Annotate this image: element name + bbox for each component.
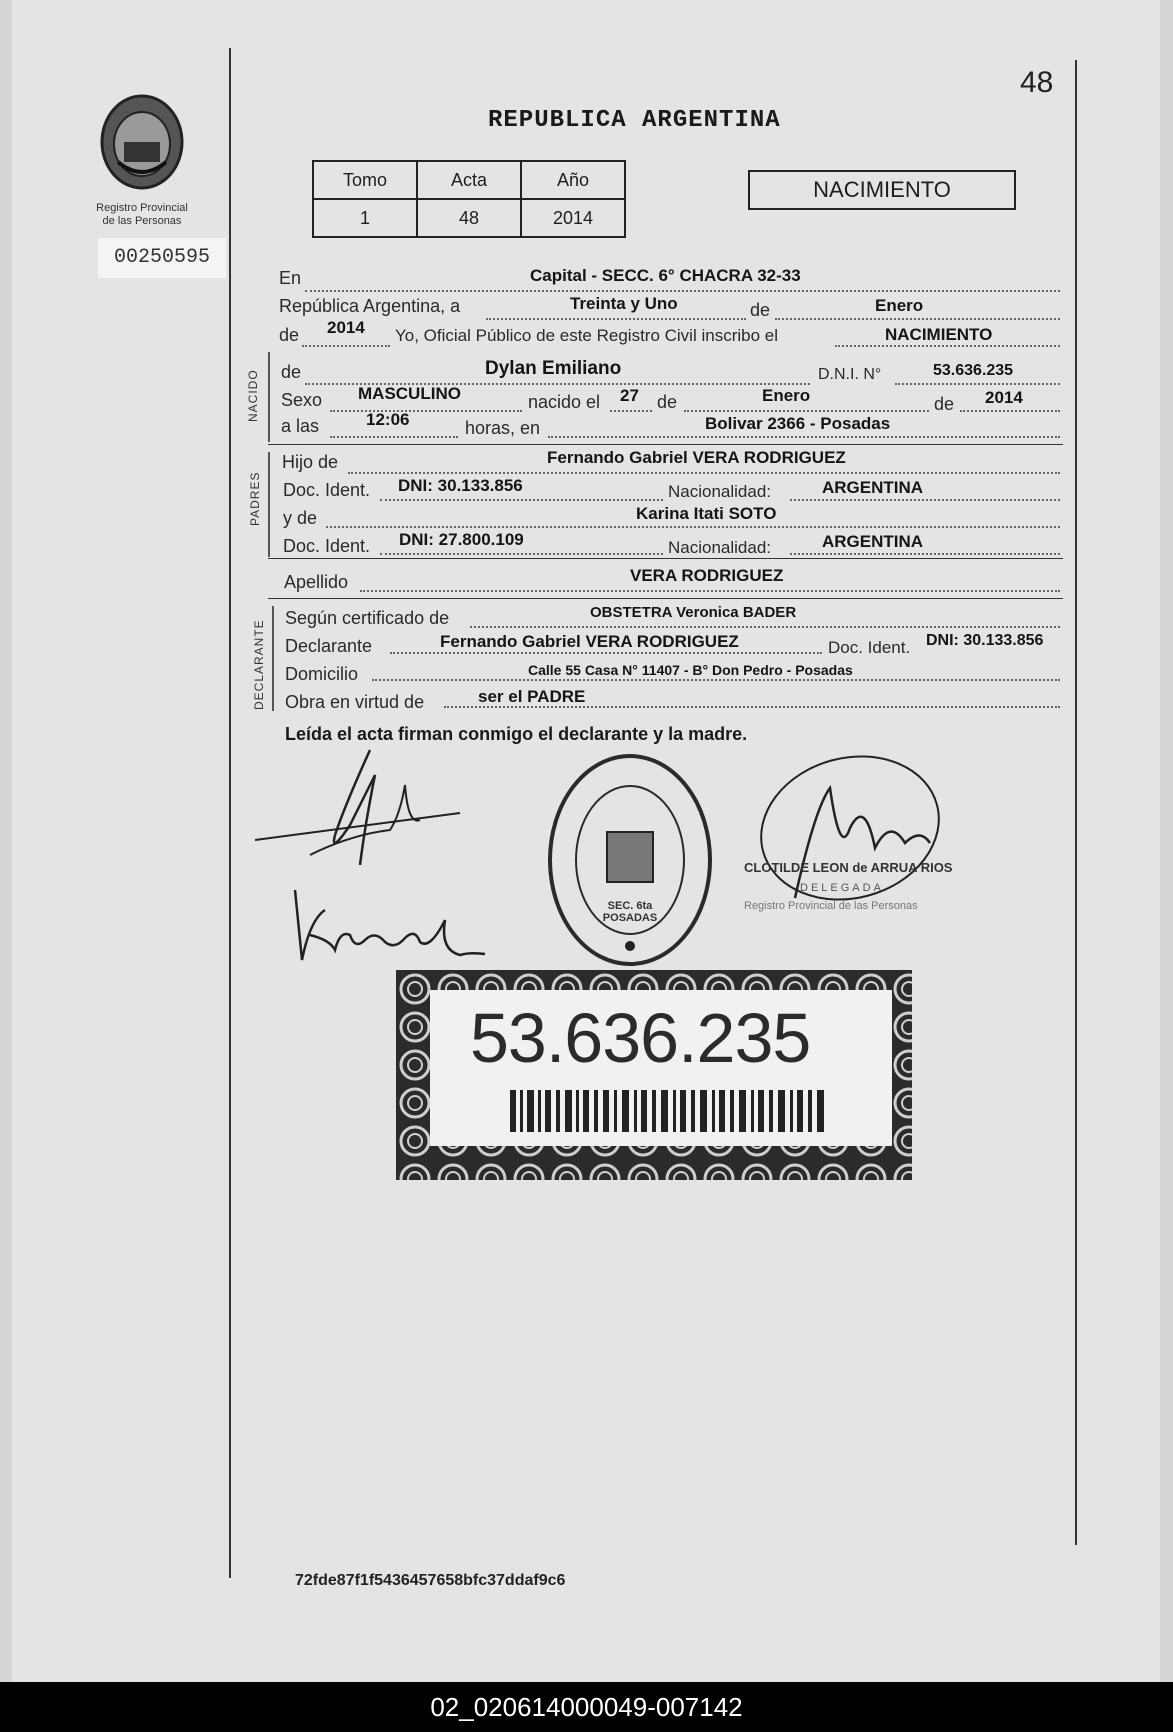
inscribe-value: NACIMIENTO (885, 325, 993, 344)
birth-time: 12:06 (366, 410, 410, 429)
day-dots (486, 318, 746, 320)
mother-nationality: ARGENTINA (822, 532, 924, 551)
domicilio-dots (372, 679, 1060, 681)
declarante-side-label: DECLARANTE (252, 619, 266, 710)
birth-place: Bolivar 2366 - Posadas (705, 414, 891, 433)
signature-declarante (250, 745, 470, 875)
right-margin-line (1075, 60, 1077, 1545)
sexo-value: MASCULINO (358, 384, 461, 403)
registry-header-tomo: Tomo (313, 161, 417, 199)
signature-madre (290, 880, 510, 970)
mother-nat-label: Nacionalidad: (668, 538, 772, 557)
logo-caption-line2: de las Personas (102, 215, 182, 227)
de2-label: de (279, 325, 300, 345)
mother-dots (326, 526, 1060, 528)
place-dots (548, 436, 1060, 438)
obra-value: ser el PADRE (478, 687, 586, 706)
nacido-top-line (268, 352, 270, 442)
apellido-value: VERA RODRIGUEZ (630, 566, 784, 585)
birth-month: Enero (762, 386, 811, 405)
de-label: de (750, 300, 771, 320)
nacido-bottom-line (268, 444, 1063, 445)
mother-name: Karina Itati SOTO (636, 504, 777, 523)
declarante-value: Fernando Gabriel VERA RODRIGUEZ (440, 632, 739, 651)
registry-value-tomo: 1 (313, 199, 417, 237)
page-number: 48 (1020, 66, 1054, 99)
inscribe-label: Yo, Oficial Público de este Registro Civil inscribo el (395, 326, 778, 345)
official-org: Registro Provincial de las Personas (744, 900, 918, 912)
en-label: En (279, 268, 302, 288)
seal-inner-text: SEC. 6ta POSADAS (602, 900, 658, 924)
yde-label: y de (283, 508, 318, 528)
document-hash: 72fde87f1f5436457658bfc37ddaf9c6 (295, 1572, 566, 1589)
en-value: Capital - SECC. 6° CHACRA 32-33 (530, 266, 801, 285)
father-nationality: ARGENTINA (822, 478, 924, 497)
republica-label: República Argentina, a (279, 296, 461, 316)
segun-label: Según certificado de (285, 608, 450, 628)
barcode (510, 1090, 830, 1132)
mother-doc-dots (380, 553, 663, 555)
inscribe-dots (835, 345, 1060, 347)
sexo-label: Sexo (281, 390, 323, 410)
birth-day: 27 (620, 386, 639, 405)
segun-value: OBSTETRA Veronica BADER (590, 604, 797, 621)
year-value: 2014 (327, 318, 365, 337)
obra-label: Obra en virtud de (285, 692, 425, 712)
logo-caption (72, 202, 212, 228)
dni-sticker-number: 53.636.235 (470, 999, 811, 1077)
alas-label: a las (281, 416, 320, 436)
declarante-label: Declarante (285, 636, 373, 656)
official-seal (545, 750, 715, 970)
country-title: REPUBLICA ARGENTINA (488, 107, 781, 134)
mother-doc-label: Doc. Ident. (283, 536, 371, 556)
child-name: Dylan Emiliano (485, 358, 622, 379)
registry-value-ano: 2014 (521, 199, 625, 237)
birth-month-dots (684, 410, 929, 412)
hijo-label: Hijo de (282, 452, 339, 472)
dni-dots (895, 383, 1060, 385)
year-dots (302, 345, 390, 347)
month-dots (775, 318, 1060, 320)
father-dots (348, 472, 1060, 474)
registry-header-acta: Acta (417, 161, 521, 199)
official-title: DELEGADA (800, 882, 884, 894)
left-margin-line (229, 48, 231, 1578)
nacido-side-label: NACIDO (246, 369, 260, 422)
province-logo (96, 92, 188, 192)
father-doc: DNI: 30.133.856 (398, 476, 523, 495)
declarante-doc: DNI: 30.133.856 (926, 632, 1044, 649)
registry-header-ano: Año (521, 161, 625, 199)
apellido-dots (360, 590, 1060, 592)
padres-side-label: PADRES (248, 471, 262, 526)
dni-label: D.N.I. N° (818, 366, 882, 383)
serial-sticker: 00250595 (98, 238, 226, 278)
registry-value-acta: 48 (417, 199, 521, 237)
apellido-label: Apellido (284, 572, 349, 592)
father-nat-label: Nacionalidad: (668, 482, 772, 501)
domicilio-value: Calle 55 Casa N° 11407 - B° Don Pedro - Posadas (528, 662, 853, 678)
apellido-bottom-line (268, 598, 1063, 599)
time-dots (330, 436, 458, 438)
birth-year: 2014 (985, 388, 1023, 407)
birth-year-dots (960, 410, 1060, 412)
dni-sticker (430, 990, 892, 1146)
declarante-divider (272, 606, 274, 711)
nacido-el-label: nacido el (528, 392, 601, 412)
child-dni: 53.636.235 (933, 362, 1014, 379)
mother-nat-dots (790, 553, 1060, 555)
month-value: Enero (875, 296, 924, 315)
padres-bottom-line (268, 558, 1063, 559)
father-nat-dots (790, 499, 1060, 501)
birth-day-dots (610, 410, 652, 412)
father-doc-label: Doc. Ident. (283, 480, 371, 500)
horas-label: horas, en (465, 418, 541, 438)
mother-doc: DNI: 27.800.109 (399, 530, 524, 549)
act-type-box: NACIMIENTO (748, 170, 1016, 210)
en-dots (305, 290, 1060, 292)
segun-dots (470, 626, 1060, 628)
registry-table (312, 160, 626, 238)
sexo-dots (330, 410, 522, 412)
closing-statement: Leída el acta firman conmigo el declarante y la madre. (285, 724, 748, 744)
father-name: Fernando Gabriel VERA RODRIGUEZ (547, 448, 846, 467)
nacido-de2-label: de (657, 392, 678, 412)
scan-footer-id: 02_020614000049-007142 (0, 1682, 1173, 1732)
logo-caption-line1: Registro Provincial (96, 202, 188, 214)
declarante-dots (390, 652, 822, 654)
nacido-de-label: de (281, 362, 302, 382)
declarante-doc-label: Doc. Ident. (828, 638, 911, 657)
day-value: Treinta y Uno (570, 294, 678, 313)
father-doc-dots (380, 499, 663, 501)
nacido-de3-label: de (934, 394, 955, 414)
domicilio-label: Domicilio (285, 664, 359, 684)
padres-divider (268, 452, 270, 557)
official-name: CLOTILDE LEON de ARRUA RIOS (744, 860, 953, 875)
